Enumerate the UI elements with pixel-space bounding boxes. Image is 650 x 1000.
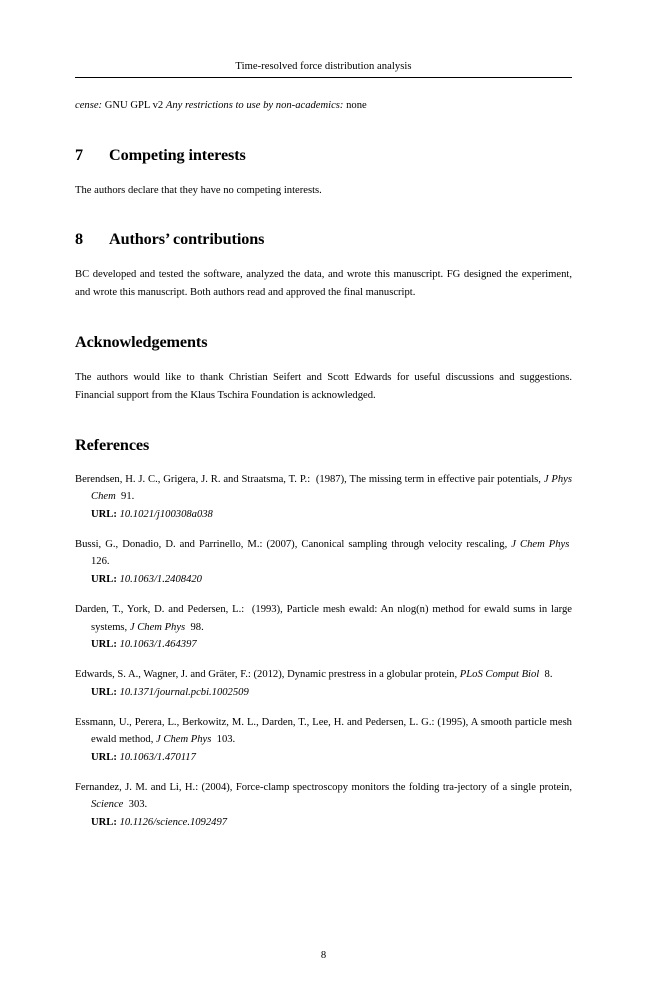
- license-label-1: cense:: [75, 100, 103, 111]
- section-number: 8: [75, 230, 83, 249]
- reference-year: (1987),: [315, 473, 347, 485]
- reference-year: (1995),: [437, 716, 469, 728]
- section-body-acknowledgements: The authors would like to thank Christian Seifert and Scott Edwards for useful discussions and suggestions. Financial support from the Klaus Tschira Foundation is acknowledged.: [75, 372, 572, 401]
- spacer: [75, 352, 572, 369]
- license-value-2: none: [346, 100, 367, 111]
- reference-doi[interactable]: 10.1126/science.1092497: [119, 817, 228, 829]
- reference-url-line: [91, 571, 572, 589]
- reference-entry: [75, 779, 572, 832]
- reference-journal: Science: [91, 799, 124, 811]
- section-body-competing-interests: The authors declare that they have no competing interests.: [75, 184, 322, 196]
- reference-doi[interactable]: 10.1371/journal.pcbi.1002509: [119, 686, 249, 698]
- reference-year: (2012),: [253, 669, 285, 681]
- reference-volume: 98.: [190, 621, 204, 633]
- reference-volume: 303.: [128, 799, 148, 811]
- reference-journal: J Chem Phys: [156, 734, 212, 746]
- running-header: Time-resolved force distribution analysis: [235, 61, 412, 72]
- reference-url-line: [91, 749, 572, 767]
- reference-entry: [75, 714, 572, 767]
- reference-authors: Darden, T., York, D. and Pedersen, L.:: [75, 603, 245, 615]
- section-number: 7: [75, 145, 83, 164]
- section-heading-competing-interests: [75, 145, 572, 165]
- license-label-2: Any restrictions to use by non-academics:: [165, 100, 344, 111]
- spacer: [75, 249, 572, 266]
- reference-year: (2007),: [266, 538, 298, 550]
- reference-title: A smooth particle mesh ewald method,: [91, 716, 572, 746]
- license-value-1: GNU GPL v2: [104, 100, 164, 111]
- header-rule-divider: [75, 77, 572, 78]
- reference-volume: 103.: [216, 734, 236, 746]
- spacer: [75, 115, 572, 145]
- reference-title: Force-clamp spectroscopy monitors the folding tra-jectory of a single protein,: [235, 781, 572, 793]
- reference-journal: PLoS Comput Biol: [459, 669, 540, 681]
- reference-url-label: URL:: [91, 686, 117, 698]
- reference-journal: J Phys Chem: [91, 473, 572, 503]
- reference-volume: 8.: [544, 669, 553, 681]
- section-title: Competing interests: [109, 145, 246, 164]
- reference-year: (2004),: [201, 781, 233, 793]
- section-body-authors-contributions: BC developed and tested the software, analyzed the data, and wrote this manuscript. FG designed the experiment, and wrote this manuscript. Both authors read and approved the final manuscript.: [75, 269, 572, 298]
- reference-title: Dynamic prestress in a globular protein,: [287, 669, 458, 681]
- reference-entry: [75, 536, 572, 589]
- reference-authors: Essmann, U., Perera, L., Berkowitz, M. L., Darden, T., Lee, H. and Pedersen, L. G.:: [75, 716, 435, 728]
- reference-url-label: URL:: [91, 573, 117, 585]
- reference-url-line: [91, 814, 572, 832]
- spacer: [75, 301, 572, 332]
- reference-doi[interactable]: 10.1063/1.2408420: [119, 573, 202, 585]
- reference-list: [75, 471, 572, 832]
- reference-year: (1993),: [251, 603, 283, 615]
- section-heading-authors-contributions: [75, 229, 572, 249]
- reference-url-label: URL:: [91, 508, 117, 520]
- reference-url-line: [91, 636, 572, 654]
- reference-journal: J Chem Phys: [511, 538, 570, 550]
- reference-url-line: [91, 506, 572, 524]
- section-heading-acknowledgements: Acknowledgements: [75, 333, 208, 352]
- reference-doi[interactable]: 10.1021/j100308a038: [119, 508, 213, 520]
- license-continuation-paragraph: [75, 97, 572, 115]
- reference-entry: [75, 471, 572, 524]
- reference-url-label: URL:: [91, 751, 117, 763]
- reference-authors: Fernandez, J. M. and Li, H.:: [75, 781, 199, 793]
- reference-entry: [75, 666, 572, 701]
- section-title: Authors’ contributions: [109, 230, 265, 249]
- reference-authors: Berendsen, H. J. C., Grigera, J. R. and Straatsma, T. P.:: [75, 473, 311, 485]
- reference-volume: 126.: [91, 556, 110, 568]
- section-heading-references: References: [75, 435, 150, 454]
- reference-doi[interactable]: 10.1063/1.464397: [119, 639, 197, 651]
- reference-volume: 91.: [121, 491, 135, 503]
- reference-entry: [75, 601, 572, 654]
- spacer: [75, 405, 572, 435]
- spacer: [75, 199, 572, 229]
- reference-title: Particle mesh ewald: An nlog(n) method for ewald sums in large systems,: [91, 603, 572, 633]
- spacer: [75, 455, 572, 471]
- spacer: [75, 165, 572, 182]
- reference-authors: Edwards, S. A., Wagner, J. and Gräter, F.:: [75, 669, 251, 681]
- reference-title: The missing term in effective pair potentials,: [349, 473, 541, 485]
- reference-title: Canonical sampling through velocity rescaling,: [301, 538, 508, 550]
- reference-url-label: URL:: [91, 817, 117, 829]
- page-content: [75, 97, 572, 844]
- reference-journal: J Chem Phys: [129, 621, 186, 633]
- reference-authors: Bussi, G., Donadio, D. and Parrinello, M.:: [75, 538, 263, 550]
- reference-doi[interactable]: 10.1063/1.470117: [119, 751, 196, 763]
- reference-url-line: [91, 684, 572, 702]
- page-number-folio: 8: [320, 950, 327, 961]
- reference-url-label: URL:: [91, 639, 117, 651]
